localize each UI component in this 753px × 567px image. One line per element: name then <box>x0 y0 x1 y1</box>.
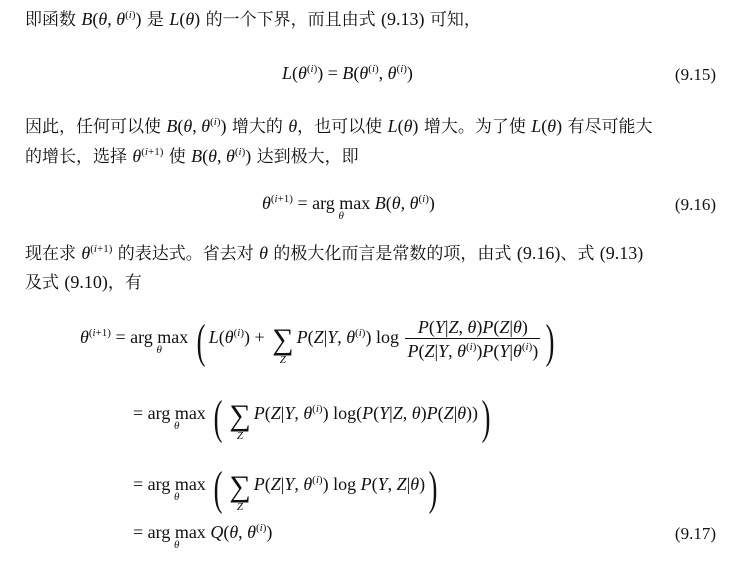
math-theta: θ <box>288 116 298 136</box>
equation-9-17-line-1: $\theta^{(i+1)}$ = arg max θ ( $L(\theta^{(i)})$ + ∑ Z P(Z|Y, $\theta^{(i)}$) log $\frac{P(Y|Z, \theta)P(Z|\theta)}{P(Z|Y, \theta^{(i)})P(Y|\theta^{(i)})}$ ) <box>80 315 555 369</box>
text-fragment: 的增长，选择 <box>25 147 127 167</box>
text-fragment: 使 <box>168 147 186 167</box>
argmax-operator: arg max θ <box>147 522 206 551</box>
text-fragment: 的表达式。省去对 <box>117 244 254 264</box>
math-theta-i1: $\theta^{(i+1)}$ <box>81 243 113 263</box>
text-fragment: 增大。为了使 <box>423 117 526 137</box>
math-B-theta: B(θ, $\theta^{(i)}$) <box>191 146 252 166</box>
equation-ref: (9.16) <box>516 243 561 263</box>
math-L-theta: L(θ) <box>387 116 419 136</box>
equation-number: (9.17) <box>674 524 716 543</box>
equation-9-17-line-2: = arg max θ ( ∑ Z P(Z|Y, $\theta^{(i)}$) log(P(Y|Z, θ)P(Z|θ))) <box>133 391 491 444</box>
argmax-operator: arg max θ <box>312 193 371 222</box>
argmax-operator: arg max θ <box>130 327 189 357</box>
math-theta-i1: $\theta^{(i+1)}$ <box>132 146 164 166</box>
text-fragment: 增大的 <box>231 117 283 137</box>
text-line-1 <box>25 10 481 29</box>
text-fragment: 是 <box>146 10 164 30</box>
text-fragment: 有尽可能大 <box>567 117 653 137</box>
equation-ref: (9.13) <box>599 243 644 263</box>
text-fragment: ，有 <box>107 273 142 293</box>
text-fragment: 可知， <box>429 10 481 30</box>
math-B-theta: B(θ, $\theta^{(i)}$) <box>166 116 227 136</box>
text-line-4 <box>25 244 643 263</box>
equation-9-15: $L(\theta^{(i)}) = B(\theta^{(i)}$, $\theta^{(i)}$) <box>282 63 413 83</box>
text-fragment: 的一个下界，而且由式 <box>205 10 376 30</box>
math-B-theta: B(θ, $\theta^{(i)}$) <box>81 9 142 29</box>
math-L-theta: L(θ) <box>169 9 201 29</box>
text-fragment: ，也可以使 <box>297 117 383 137</box>
text-fragment: 及式 <box>25 273 59 293</box>
equation-number: (9.16) <box>674 195 716 214</box>
equation-ref: (9.10) <box>64 272 108 292</box>
text-line-5 <box>25 273 142 292</box>
text-line-2 <box>25 117 653 136</box>
text-line-3 <box>25 147 359 166</box>
equation-9-16: $\theta^{(i+1)}$ = arg max θ B(θ, $\theta^{(i)}$) <box>262 193 435 222</box>
likelihood-ratio-fraction: $\frac{P(Y|Z, \theta)P(Z|\theta)}{P(Z|Y, \theta^{(i)})P(Y|\theta^{(i)})}$ <box>407 317 539 361</box>
equation-9-17-line-4: = arg max θ Q(θ, $\theta^{(i)}$) <box>133 522 273 551</box>
equation-ref: (9.13) <box>380 9 425 29</box>
math-theta: θ <box>259 243 269 263</box>
equation-9-17-line-3: = arg max θ ( ∑ Z P(Z|Y, $\theta^{(i)}$) log P(Y, Z|θ)) <box>133 462 438 515</box>
text-fragment: 的极大化而言是常数的项，由式 <box>273 244 512 264</box>
math-L-theta: L(θ) <box>531 116 563 136</box>
equation-number: (9.15) <box>674 65 716 84</box>
argmax-operator: arg max θ <box>147 403 206 432</box>
argmax-operator: arg max θ <box>147 474 206 503</box>
text-fragment: 、式 <box>560 244 595 264</box>
text-fragment: 达到极大，即 <box>256 147 359 167</box>
text-fragment: 因此，任何可以使 <box>25 117 161 137</box>
text-fragment: 现在求 <box>25 244 76 264</box>
text-fragment: 即函数 <box>25 10 76 30</box>
